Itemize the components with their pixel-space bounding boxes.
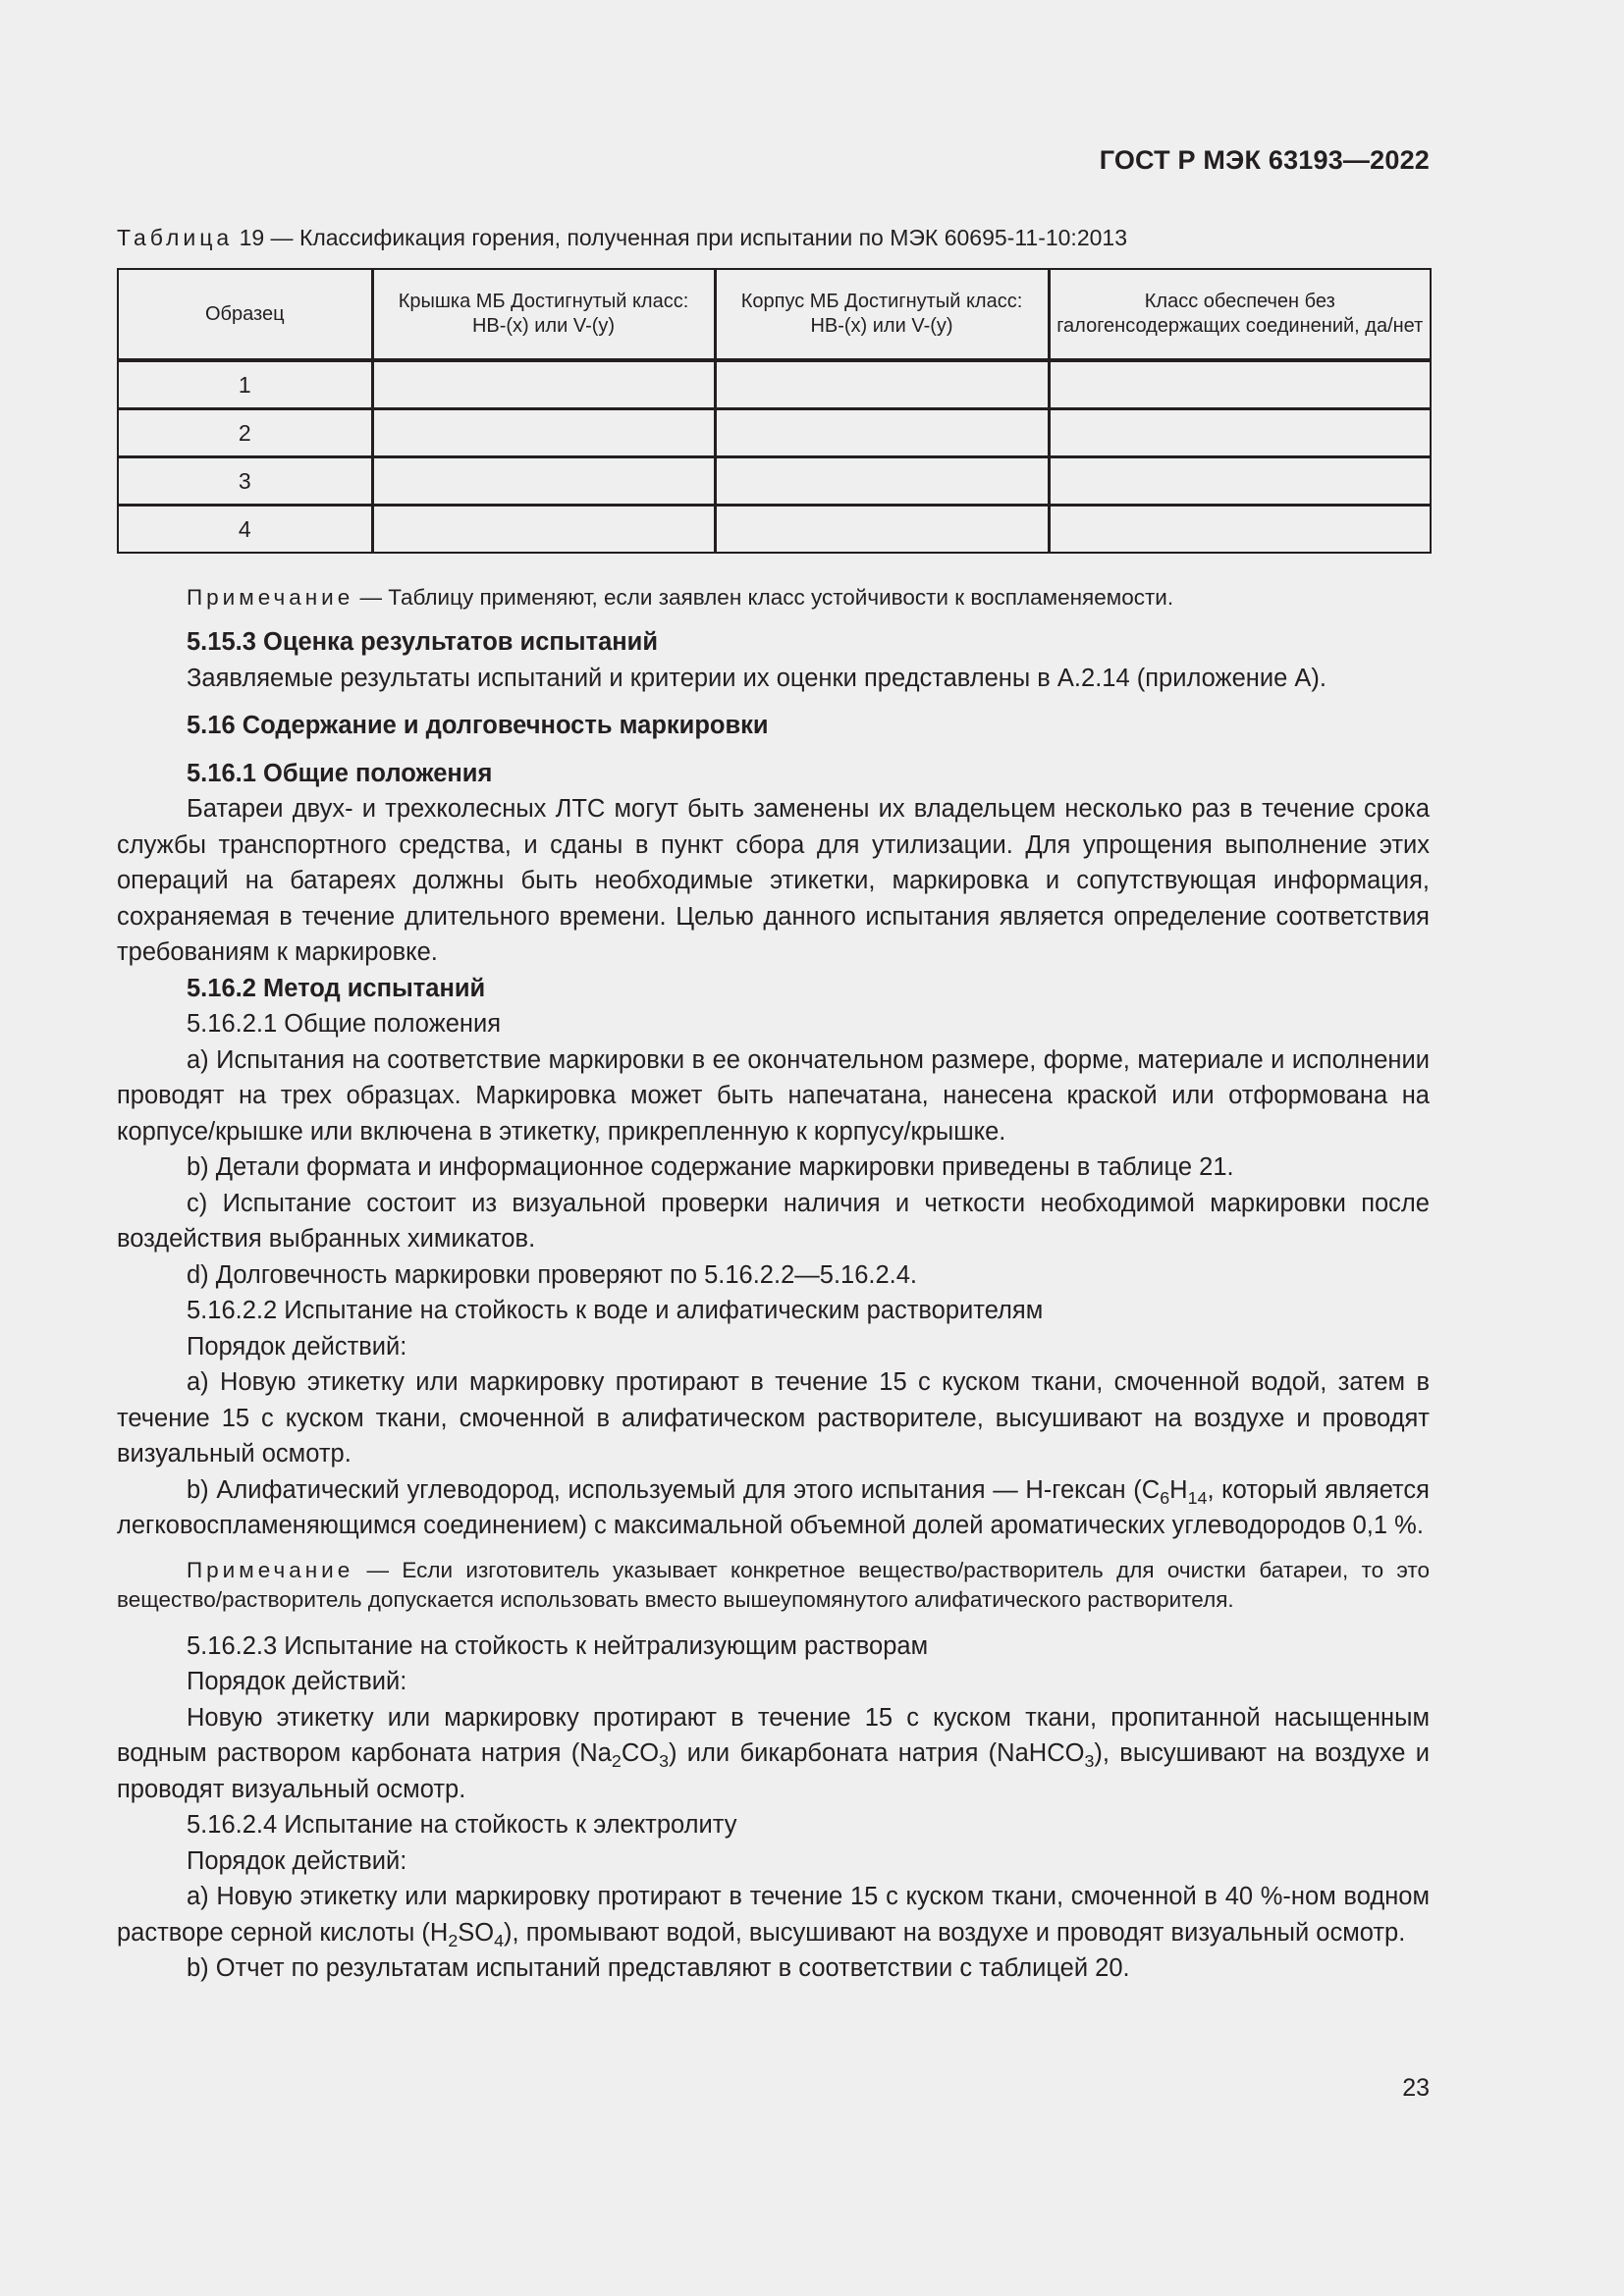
subheading-5-16-2-4: 5.16.2.4 Испытание на стойкость к электролиту [187,1811,737,1839]
empty-cell [1049,409,1431,457]
item-5-16-2-2-b [117,1472,1430,1544]
text-run: , который является легковоспламеняющимся соединением) с максимальной объемной долей ароматических углеводородов 0,1 %. [117,1475,1430,1539]
note-label: Примечание [187,1557,354,1582]
sample-cell: 3 [118,457,372,506]
procedure-label: Порядок действий: [187,1668,407,1695]
sample-cell: 1 [118,360,372,409]
text-run: ), высушивают на воздухе и проводят визуальный осмотр. [117,1739,1430,1803]
subheading-5-16-2-3: 5.16.2.3 Испытание на стойкость к нейтрализующим растворам [187,1631,929,1660]
table-19 [117,268,1432,554]
note-5-16-2-2 [117,1556,1430,1615]
subheading-5-16-2-1: 5.16.2.1 Общие положения [187,1010,502,1038]
header-cell-halogen-free: Класс обеспечен без галогенсодержащих соединений, да/нет [1049,269,1431,360]
empty-cell [372,409,715,457]
note-text: — Таблицу применяют, если заявлен класс устойчивости к воспламеняемости. [359,585,1174,610]
empty-cell [1049,457,1431,506]
heading-5-16-2: 5.16.2 Метод испытаний [187,974,486,1002]
header-cell-case: Корпус МБ Достигнутый класс: HB-(x) или V-(y) [715,269,1049,360]
table-row [118,457,1431,506]
item-5-16-2-1-d: d) Долговечность маркировки проверяют по 5.16.2.2—5.16.2.4. [187,1260,918,1289]
empty-cell [715,506,1049,554]
table-row [118,360,1431,409]
procedure-label: Порядок действий: [187,1846,407,1875]
document-page [117,0,1430,2296]
text-run: b) Алифатический углеводород, используемый для этого испытания — Н-гексан (С [187,1475,1161,1504]
empty-cell [715,457,1049,506]
subscript: 3 [1084,1751,1095,1771]
empty-cell [715,360,1049,409]
item-5-16-2-4-b: b) Отчет по результатам испытаний представляют в соответствии с таблицей 20. [187,1954,1130,1982]
text-run: Н [1169,1475,1188,1504]
text-run: ) или бикарбоната натрия (NaHCO [669,1739,1085,1767]
heading-5-15-3: 5.15.3 Оценка результатов испытаний [187,628,659,656]
text-run: SO [458,1918,495,1947]
page-number: 23 [1402,2074,1430,2102]
paragraph-5-16-1: Батареи двух- и трехколесных ЛТС могут быть заменены их владельцем несколько раз в течение срока службы транспортного средства, и сданы в пункт сбора для утилизации. Для упрощения выполнение этих операций на батареях должны быть необходимые этикетки, маркировка и сопутствующая информация, сохраняемая в течение длительного времени. Целью данного испытания является определение соответствия требованиям к маркировке. [117,795,1430,966]
text-run: a) Новую этикетку или маркировку протирают в течение 15 с куском ткани, смоченной в 40 %-ном водном растворе серной кислоты (Н [117,1883,1430,1947]
header-cell-sample: Образец [118,269,372,360]
subscript: 6 [1160,1487,1170,1508]
empty-cell [1049,506,1431,554]
empty-cell [715,409,1049,457]
table-header-row [118,269,1431,360]
item-5-16-2-4-a [117,1879,1430,1950]
item-5-16-2-1-b: b) Детали формата и информационное содержание маркировки приведены в таблице 21. [187,1153,1234,1181]
item-5-16-2-1-a: a) Испытания на соответствие маркировки в ее окончательном размере, форме, материале и исполнении проводят на трех образцах. Маркировка может быть напечатана, нанесена краской или отформована на корпусе/крышке или включена в этикетку, прикрепленную к корпусу/крышке. [117,1045,1430,1146]
note-table-19 [117,583,1430,613]
empty-cell [372,506,715,554]
subheading-5-16-2-2: 5.16.2.2 Испытание на стойкость к воде и алифатическим растворителям [187,1297,1044,1324]
item-5-16-2-2-a: a) Новую этикетку или маркировку протирают в течение 15 с куском ткани, смоченной водой, затем в течение 15 с куском ткани, смоченной в алифатическом растворителе, высушивают на воздухе и проводят визуальный осмотр. [117,1368,1430,1468]
header-cell-cover: Крышка МБ Достигнутый класс: HB-(x) или V-(y) [372,269,715,360]
subscript: 3 [659,1751,670,1771]
table-row [118,506,1431,554]
note-label: Примечание [187,585,354,610]
heading-5-16-1: 5.16.1 Общие положения [187,759,493,787]
heading-5-16: 5.16 Содержание и долговечность маркировки [187,712,769,739]
sample-cell: 2 [118,409,372,457]
empty-cell [1049,360,1431,409]
empty-cell [372,457,715,506]
note-text: — Если изготовитель указывает конкретное вещество/растворитель для очистки батареи, то это вещество/растворитель допускается использовать вместо вышеупомянутого алифатического растворителя. [117,1557,1430,1612]
text-run: CO [621,1739,660,1767]
sample-cell: 4 [118,506,372,554]
text-run: ), промывают водой, высушивают на воздухе и проводят визуальный осмотр. [504,1918,1406,1947]
subscript: 4 [494,1930,505,1950]
procedure-label: Порядок действий: [187,1332,407,1361]
table-19-caption [117,225,1127,251]
subscript: 2 [448,1930,459,1950]
paragraph-5-15-3: Заявляемые результаты испытаний и критерии их оценки представлены в А.2.14 (приложение А). [187,664,1326,692]
table-caption-word: Таблица [117,225,234,250]
subscript: 14 [1187,1487,1208,1508]
body-text [117,583,1430,1987]
empty-cell [372,360,715,409]
subscript: 2 [611,1751,622,1771]
document-code-header: ГОСТ Р МЭК 63193—2022 [1099,145,1430,175]
table-caption-text: 19 — Классификация горения, полученная при испытании по МЭК 60695-11-10:2013 [239,225,1127,250]
table-row [118,409,1431,457]
item-5-16-2-3 [117,1700,1430,1808]
text-run: Новую этикетку или маркировку протирают в течение 15 с куском ткани, пропитанной насыщенным водным раствором карбоната натрия (Na [117,1703,1430,1767]
item-5-16-2-1-c: c) Испытание состоит из визуальной проверки наличия и четкости необходимой маркировки после воздействия выбранных химикатов. [117,1189,1430,1253]
